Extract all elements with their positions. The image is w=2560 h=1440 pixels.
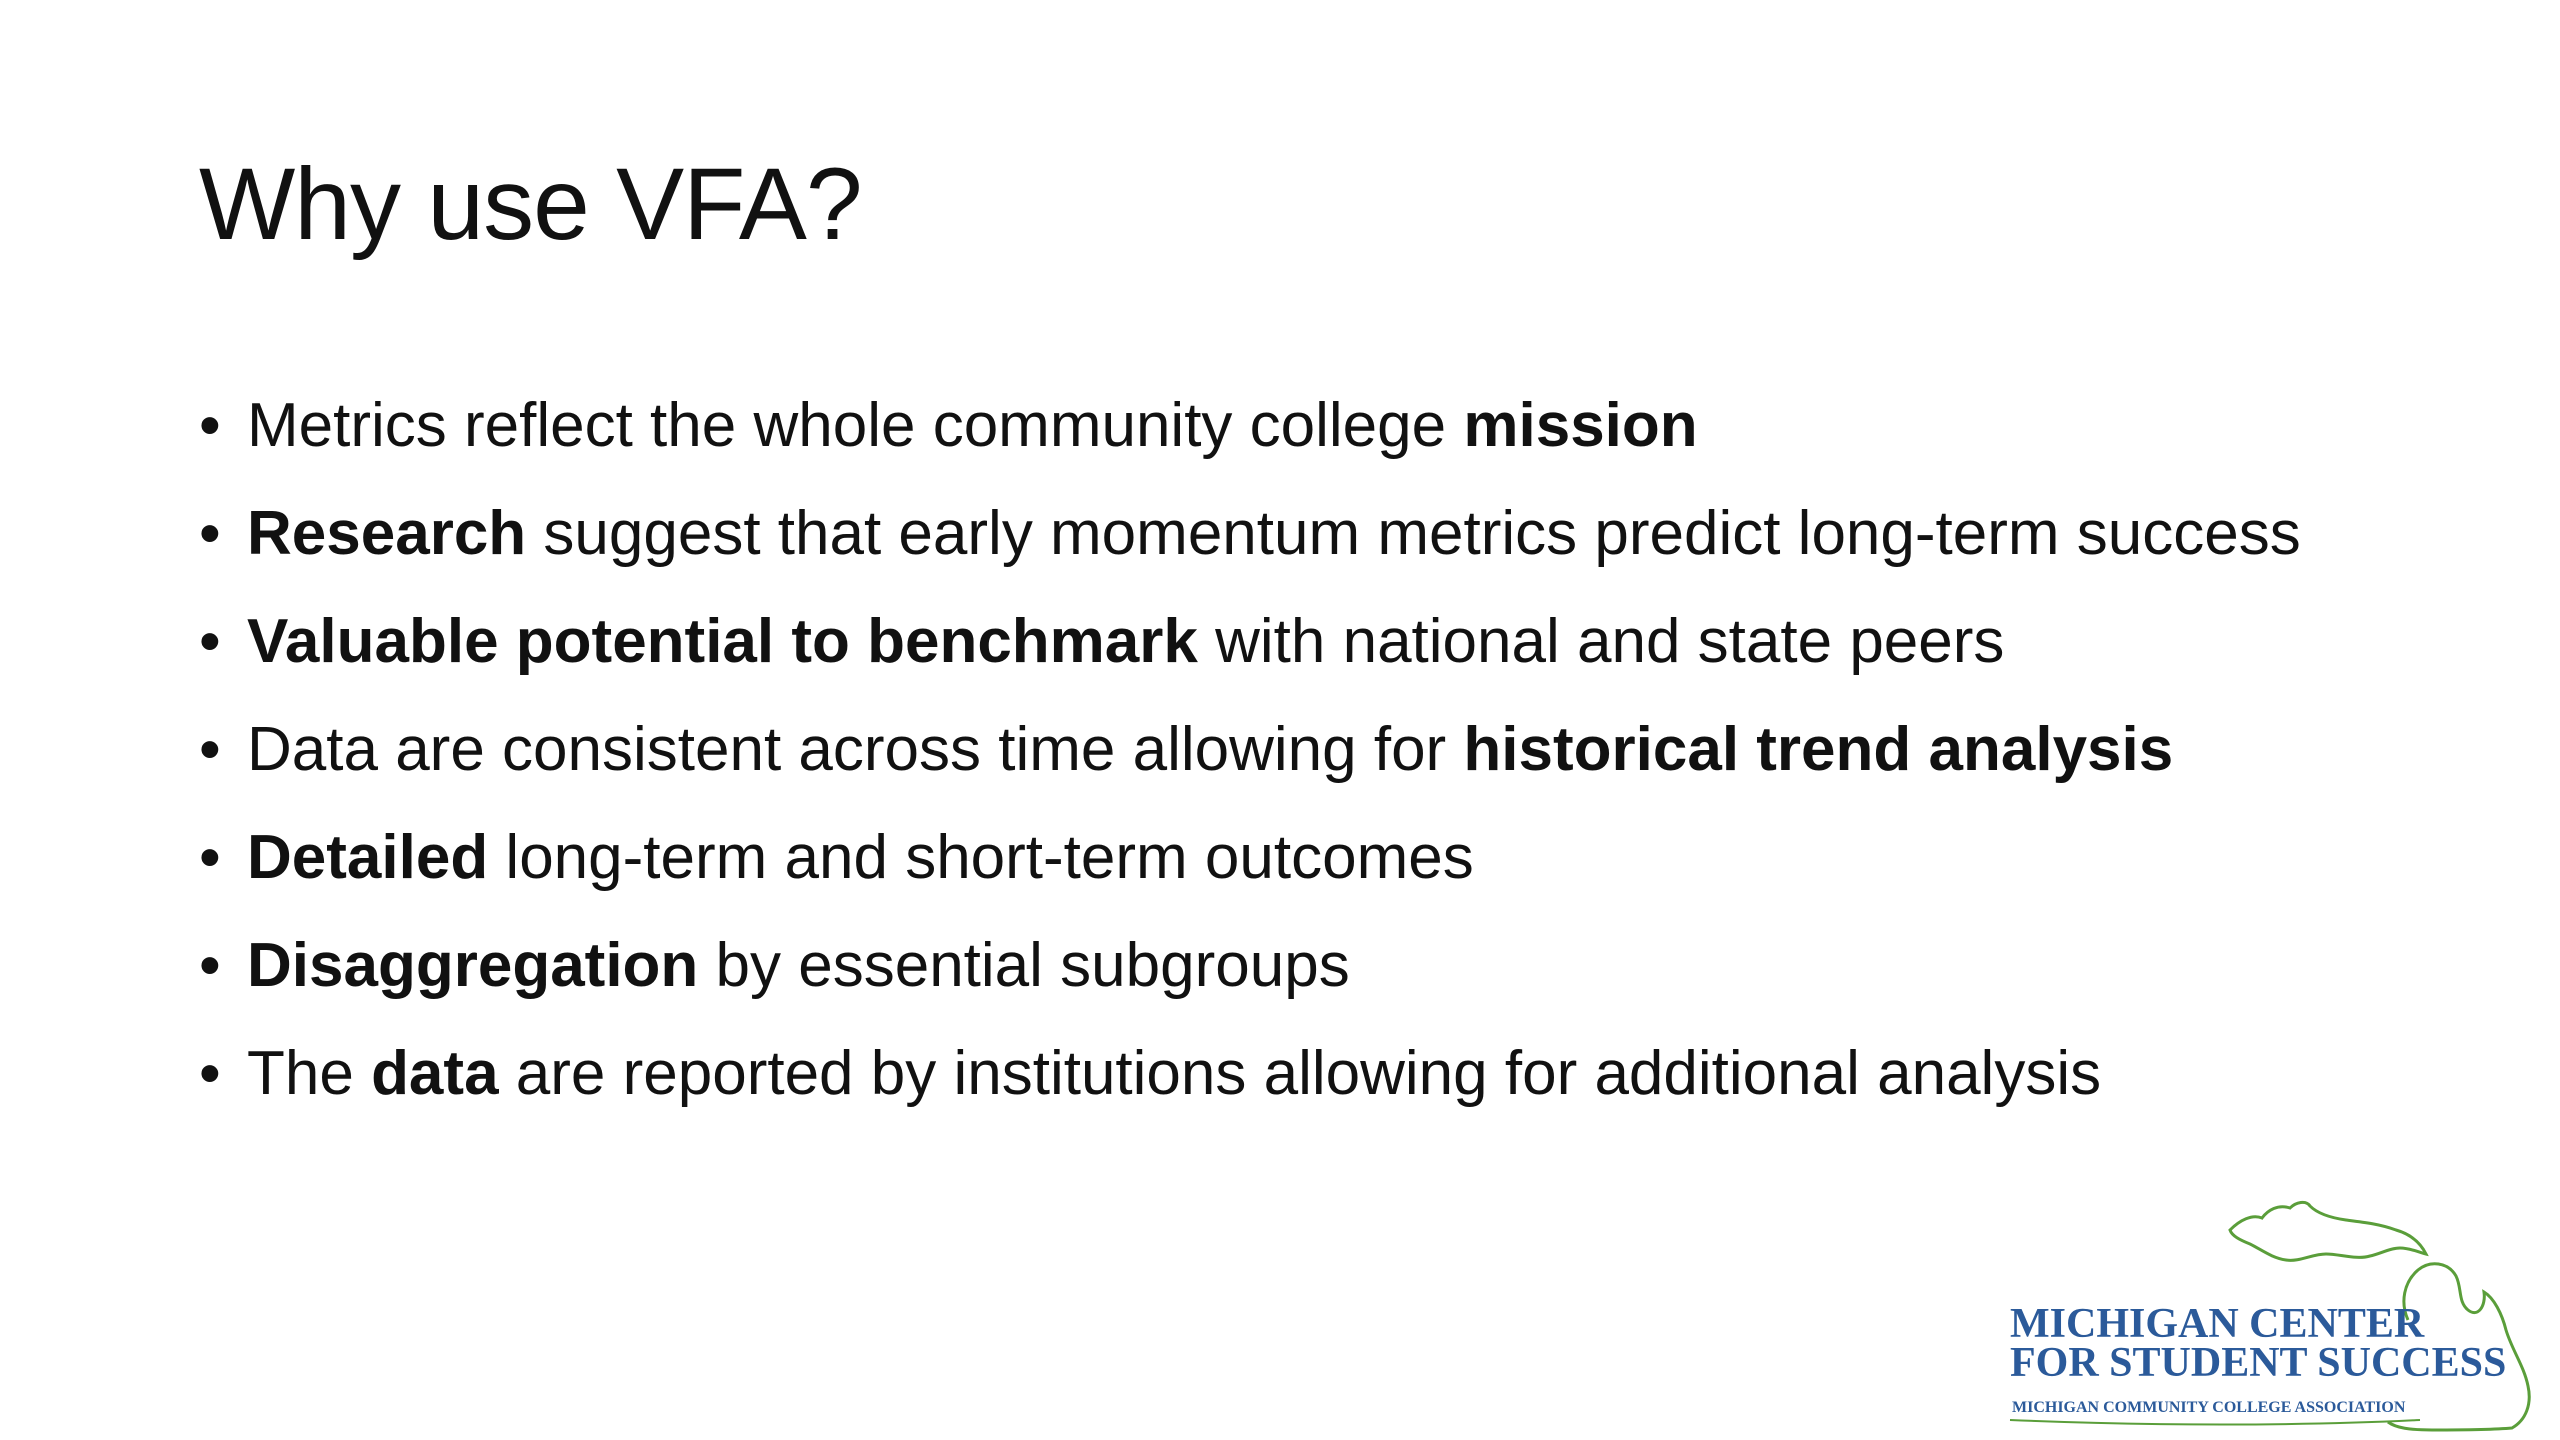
bullet-text: are reported by institutions allowing for additional analysis — [498, 1039, 2102, 1108]
bullet-item — [199, 493, 2379, 575]
bullet-text-bold: Research — [247, 499, 527, 568]
bullet-text: Data are consistent across time allowing for — [247, 715, 1464, 784]
bullet-item — [199, 1033, 2379, 1115]
bullet-text-bold: Detailed — [247, 823, 489, 892]
michigan-center-logo — [2000, 1190, 2550, 1435]
bullet-text: The — [247, 1039, 372, 1108]
bullet-item — [199, 385, 2379, 467]
bullet-text: with national and state peers — [1197, 607, 2005, 676]
bullet-text: by essential subgroups — [698, 931, 1350, 1000]
bullet-item — [199, 601, 2379, 683]
bullet-text-bold: data — [371, 1039, 499, 1108]
bullet-marker: • — [199, 499, 221, 568]
bullet-marker: • — [199, 1039, 221, 1108]
bullet-marker: • — [199, 931, 221, 1000]
bullet-item — [199, 817, 2379, 899]
bullet-list — [199, 385, 2379, 1141]
bullet-item — [199, 925, 2379, 1007]
logo-subtitle: MICHIGAN COMMUNITY COLLEGE ASSOCIATION — [2012, 1399, 2406, 1416]
bullet-text: Metrics reflect the whole community college — [247, 391, 1464, 460]
bullet-item — [199, 709, 2379, 791]
bullet-marker: • — [199, 607, 221, 676]
bullet-marker: • — [199, 823, 221, 892]
bullet-text-bold: mission — [1463, 391, 1698, 460]
bullet-text: long-term and short-term outcomes — [488, 823, 1474, 892]
slide-title: Why use VFA? — [199, 147, 862, 261]
bullet-marker: • — [199, 391, 221, 460]
logo-line-2: FOR STUDENT SUCCESS — [2010, 1340, 2507, 1386]
bullet-text-bold: Disaggregation — [247, 931, 699, 1000]
logo-line-1: MICHIGAN CENTER — [2010, 1301, 2425, 1347]
bullet-text-bold: historical trend analysis — [1463, 715, 2174, 784]
bullet-text: suggest that early momentum metrics predict long-term success — [526, 499, 2301, 568]
bullet-marker: • — [199, 715, 221, 784]
bullet-text-bold: Valuable potential to benchmark — [247, 607, 1198, 676]
